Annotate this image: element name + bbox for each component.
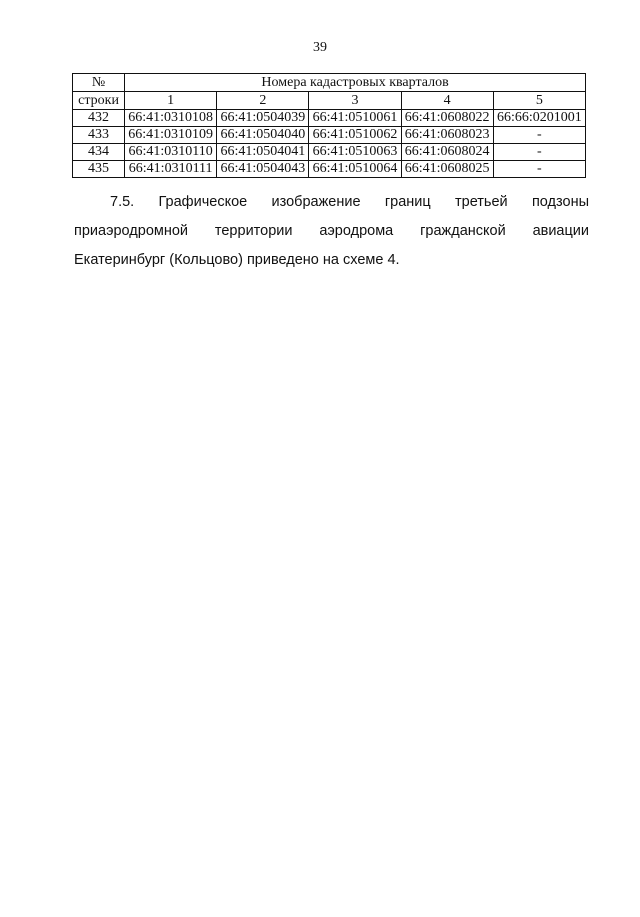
table-cell: -: [493, 127, 585, 144]
table-cell: 66:66:0201001: [493, 110, 585, 127]
row-number-cell: 435: [73, 161, 125, 178]
table-cell: 66:41:0504043: [217, 161, 309, 178]
table-row: [73, 144, 586, 161]
table-cell: 66:41:0504039: [217, 110, 309, 127]
table-cell: 66:41:0310109: [125, 127, 217, 144]
column-header-5: 5: [493, 92, 585, 110]
row-number-cell: 433: [73, 127, 125, 144]
row-number-cell: 434: [73, 144, 125, 161]
column-header-1: 1: [125, 92, 217, 110]
table-cell: 66:41:0510062: [309, 127, 401, 144]
table-cell: 66:41:0510061: [309, 110, 401, 127]
table-subheader-row: [73, 92, 586, 110]
table-cell: 66:41:0608024: [401, 144, 493, 161]
table-cell: 66:41:0310108: [125, 110, 217, 127]
table-cell: 66:41:0510063: [309, 144, 401, 161]
row-number-cell: 432: [73, 110, 125, 127]
row-number-subheader: строки: [73, 92, 125, 110]
table-cell: 66:41:0504040: [217, 127, 309, 144]
table-cell: 66:41:0608025: [401, 161, 493, 178]
section-7-5-paragraph: 7.5. Графическое изображение границ третьей подзоны приаэродромной территории аэродрома гражданской авиации Екатеринбург (Кольцово) приведено на схеме 4.: [74, 194, 589, 268]
table-cell: 66:41:0504041: [217, 144, 309, 161]
column-header-4: 4: [401, 92, 493, 110]
table-cell: 66:41:0608022: [401, 110, 493, 127]
page-number: 39: [313, 40, 327, 55]
column-header-2: 2: [217, 92, 309, 110]
column-header-3: 3: [309, 92, 401, 110]
table-cell: 66:41:0510064: [309, 161, 401, 178]
table-cell: -: [493, 144, 585, 161]
table-cell: -: [493, 161, 585, 178]
table-cell: 66:41:0608023: [401, 127, 493, 144]
cadastral-quarters-table: [72, 73, 586, 178]
row-number-header: №: [73, 74, 125, 92]
table-cell: 66:41:0310111: [125, 161, 217, 178]
table-row: [73, 127, 586, 144]
cadastral-quarters-header: Номера кадастровых кварталов: [125, 74, 586, 92]
table-row: [73, 110, 586, 127]
table-header-row: [73, 74, 586, 92]
table-cell: 66:41:0310110: [125, 144, 217, 161]
table-row: [73, 161, 586, 178]
